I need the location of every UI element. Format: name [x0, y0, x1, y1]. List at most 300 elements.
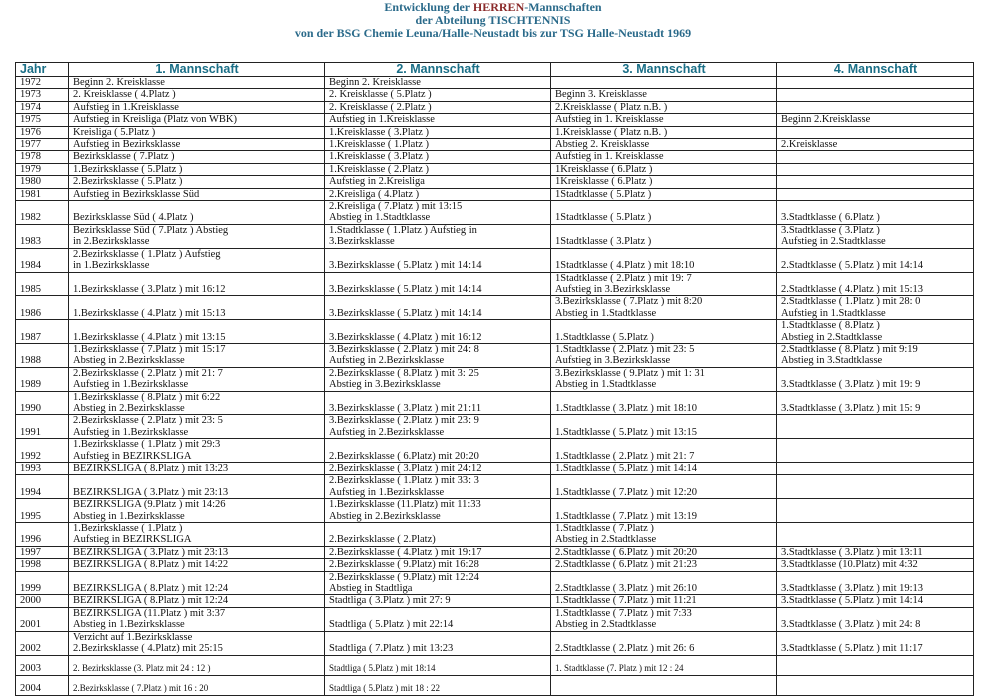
cell-line: 1.Kreisklasse ( 3.Platz ) [329, 151, 430, 163]
table-row [16, 163, 974, 175]
table-row [16, 655, 974, 675]
cell-line: Abstieg in 2.Stadtklasse [555, 619, 657, 631]
table-row [16, 188, 974, 200]
team-4-cell [777, 463, 974, 475]
team-1-cell [69, 151, 325, 163]
cell-line: BEZIRKSLIGA ( 8.Platz ) mit 14:22 [73, 559, 229, 571]
team-2-cell [325, 475, 551, 499]
cell-line: Aufstieg in 1.Stadtklasse [781, 307, 886, 319]
cell-line: 1.Bezirksklasse ( 1.Platz ) [73, 523, 183, 535]
cell-line: Beginn 2. Kreisklasse [73, 77, 165, 88]
cell-line: 1.Stadtklasse ( 5.Platz ) mit 14:14 [555, 463, 698, 474]
team-2-cell [325, 499, 551, 523]
table-row [16, 114, 974, 126]
cell-line: 1Stadtklasse ( 5.Platz ) [555, 212, 652, 224]
year-cell: 2002 [16, 631, 69, 655]
cell-line: 1.Kreisklasse ( 2.Platz ) [329, 163, 430, 175]
cell-line: Stadtliga ( 5.Platz ) mit 22:14 [329, 619, 454, 631]
cell-line: Abstieg in 2.Bezirksklasse [73, 402, 185, 414]
table-row [16, 607, 974, 631]
cell-line: 1Kreisklasse ( 6.Platz ) [555, 176, 653, 188]
cell-line: 1Stadtklasse ( 5.Platz ) [555, 188, 652, 200]
cell-line: 2.Bezirksklasse ( 9.Platz) mit 16:28 [329, 559, 479, 571]
table-row [16, 546, 974, 558]
team-4-cell [777, 89, 974, 101]
title-line-1-suffix: -Mannschaften [524, 0, 602, 14]
year-cell: 2000 [16, 595, 69, 607]
team-3-cell [551, 499, 777, 523]
year-cell: 1995 [16, 499, 69, 523]
year-cell: 2003 [16, 655, 69, 675]
cell-line: 1.Kreisklasse ( 3.Platz ) [329, 126, 430, 138]
cell-line: 1.Stadtklasse ( 3.Platz ) mit 18:10 [555, 402, 698, 414]
team-3-cell [551, 201, 777, 225]
year-cell: 1996 [16, 523, 69, 547]
cell-line: in 1.Bezirksklasse [73, 260, 150, 272]
team-3-cell [551, 89, 777, 101]
team-2-cell [325, 631, 551, 655]
team-2-cell [325, 463, 551, 475]
year-cell: 1975 [16, 114, 69, 126]
cell-line: 2.Stadtklasse ( 2.Platz ) mit 26: 6 [555, 643, 695, 655]
year-cell: 1992 [16, 439, 69, 463]
team-4-cell [777, 523, 974, 547]
cell-line: 1.Stadtklasse ( 1.Platz ) Aufstieg in [329, 224, 477, 236]
team-1-cell [69, 248, 325, 272]
team-1-cell [69, 296, 325, 320]
cell-line: Abstieg in 2.Stadtklasse [781, 331, 883, 343]
cell-line: Abstieg in 1.Bezirksklasse [73, 510, 185, 522]
year-cell: 1980 [16, 176, 69, 188]
team-3-cell [551, 463, 777, 475]
cell-line: 3.Stadtklasse ( 3.Platz ) mit 19: 9 [781, 379, 921, 391]
cell-line: 2.Bezirksklasse ( 7.Platz ) mit 16 : 20 [73, 683, 209, 694]
cell-line: Abstieg in 1.Stadtklasse [555, 379, 657, 391]
header-team-2: 2. Mannschaft [325, 63, 551, 77]
cell-line: Bezirksklasse ( 7.Platz ) [73, 151, 175, 163]
team-3-cell [551, 559, 777, 571]
team-4-cell [777, 201, 974, 225]
team-4-cell [777, 415, 974, 439]
cell-line: Aufstieg in 2.Kreisliga [329, 176, 425, 188]
team-3-cell [551, 631, 777, 655]
team-3-cell [551, 607, 777, 631]
team-2-cell [325, 248, 551, 272]
cell-line: Aufstieg in Bezirksklasse [73, 139, 181, 151]
cell-line: Abstieg in 2.Stadtklasse [555, 534, 657, 546]
cell-line: 2.Bezirksklasse ( 9.Platz) mit 12:24 [329, 571, 479, 583]
cell-line: Abstieg in 3.Bezirksklasse [329, 379, 441, 391]
cell-line: Aufstieg in 2.Bezirksklasse [329, 355, 445, 367]
cell-line: 1.Stadtklasse ( 2.Platz ) mit 21: 7 [555, 450, 695, 462]
year-cell: 1986 [16, 296, 69, 320]
cell-line: 2.Bezirksklasse ( 6.Platz) mit 20:20 [329, 450, 479, 462]
team-3-cell [551, 655, 777, 675]
team-1-cell [69, 559, 325, 571]
year-cell: 1998 [16, 559, 69, 571]
cell-line: Bezirksklasse Süd ( 4.Platz ) [73, 212, 194, 224]
cell-line: BEZIRKSLIGA ( 3.Platz ) mit 23:13 [73, 486, 229, 498]
team-1-cell [69, 463, 325, 475]
cell-line: 2.Bezirksklasse ( 3.Platz ) mit 24:12 [329, 463, 482, 474]
cell-line: Kreisliga ( 5.Platz ) [73, 126, 156, 138]
team-4-cell [777, 224, 974, 248]
year-cell: 1997 [16, 546, 69, 558]
team-3-cell [551, 296, 777, 320]
table-row [16, 248, 974, 272]
cell-line: Aufstieg in 3.Bezirksklasse [555, 283, 671, 295]
year-cell: 1983 [16, 224, 69, 248]
team-4-cell [777, 151, 974, 163]
cell-line: Stadtliga ( 3.Platz ) mit 27: 9 [329, 595, 451, 607]
team-3-cell [551, 320, 777, 344]
team-2-cell [325, 188, 551, 200]
team-3-cell [551, 151, 777, 163]
team-3-cell [551, 546, 777, 558]
table-row [16, 272, 974, 296]
team-2-cell [325, 126, 551, 138]
team-3-cell [551, 248, 777, 272]
team-4-cell [777, 546, 974, 558]
team-2-cell [325, 89, 551, 101]
title-herren: HERREN [472, 0, 525, 14]
team-1-cell [69, 126, 325, 138]
team-4-cell [777, 176, 974, 188]
cell-line: Aufstieg in 2.Bezirksklasse [329, 426, 445, 438]
table-row [16, 151, 974, 163]
team-4-cell [777, 114, 974, 126]
year-cell: 2001 [16, 607, 69, 631]
team-3-cell [551, 675, 777, 695]
team-4-cell [777, 499, 974, 523]
team-4-cell [777, 439, 974, 463]
team-1-cell [69, 272, 325, 296]
year-cell: 1988 [16, 343, 69, 367]
cell-line: 3.Bezirksklasse ( 5.Platz ) mit 14:14 [329, 260, 482, 272]
cell-line: 2.Stadtklasse ( 6.Platz ) mit 21:23 [555, 559, 698, 571]
table-row [16, 296, 974, 320]
team-4-cell [777, 475, 974, 499]
cell-line: Aufstieg in 1.Kreisklasse [73, 101, 179, 113]
cell-line: Aufstieg in 1. Kreisklasse [555, 114, 664, 126]
cell-line: 1.Stadtklasse ( 7.Platz ) [555, 523, 654, 535]
team-1-cell [69, 415, 325, 439]
year-cell: 1993 [16, 463, 69, 475]
cell-line: 1.Bezirksklasse ( 4.Platz ) mit 15:13 [73, 307, 226, 319]
team-2-cell [325, 367, 551, 391]
table-row [16, 224, 974, 248]
team-3-cell [551, 391, 777, 415]
team-3-cell [551, 343, 777, 367]
team-1-cell [69, 595, 325, 607]
team-2-cell [325, 343, 551, 367]
cell-line: 2.Bezirksklasse ( 8.Platz ) mit 3: 25 [329, 367, 479, 379]
cell-line: Beginn 3. Kreisklasse [555, 89, 647, 101]
cell-line: 1.Bezirksklasse ( 7.Platz ) mit 15:17 [73, 343, 226, 355]
team-2-cell [325, 439, 551, 463]
team-3-cell [551, 126, 777, 138]
cell-line: Abstieg 2. Kreisklasse [555, 139, 650, 151]
cell-line: 1. Stadtklasse (7. Platz ) mit 12 : 24 [555, 663, 684, 674]
cell-line: 1.Stadtklasse ( 8.Platz ) [781, 320, 880, 332]
cell-line: 3.Stadtklasse ( 3.Platz ) mit 13:11 [781, 546, 923, 558]
team-2-cell [325, 176, 551, 188]
team-1-cell [69, 188, 325, 200]
cell-line: 2.Stadtklasse ( 1.Platz ) mit 28: 0 [781, 296, 921, 308]
team-2-cell [325, 77, 551, 89]
table-row [16, 139, 974, 151]
cell-line: 2. Bezirksklasse (3. Platz mit 24 : 12 ) [73, 663, 211, 674]
year-cell: 1973 [16, 89, 69, 101]
team-1-cell [69, 343, 325, 367]
team-4-cell [777, 188, 974, 200]
cell-line: in 2.Bezirksklasse [73, 236, 150, 248]
cell-line: 1.Kreisklasse ( 1.Platz ) [329, 139, 430, 151]
team-4-cell [777, 571, 974, 595]
cell-line: 3.Bezirksklasse ( 5.Platz ) mit 14:14 [329, 307, 482, 319]
team-1-cell [69, 439, 325, 463]
team-3-cell [551, 475, 777, 499]
cell-line: Aufstieg in BEZIRKSLIGA [73, 534, 192, 546]
cell-line: Abstieg in 2.Bezirksklasse [329, 510, 441, 522]
cell-line: 3.Stadtklasse ( 3.Platz ) mit 24: 8 [781, 619, 921, 631]
team-3-cell [551, 415, 777, 439]
cell-line: Aufstieg in 1.Bezirksklasse [73, 426, 189, 438]
cell-line: Aufstieg in 1.Kreisklasse [329, 114, 435, 126]
year-cell: 1985 [16, 272, 69, 296]
team-1-cell [69, 176, 325, 188]
header-team-3: 3. Mannschaft [551, 63, 777, 77]
team-4-cell [777, 367, 974, 391]
cell-line: Aufstieg in BEZIRKSLIGA [73, 450, 192, 462]
year-cell: 1982 [16, 201, 69, 225]
cell-line: Abstieg in 3.Stadtklasse [781, 355, 883, 367]
team-3-cell [551, 272, 777, 296]
team-1-cell [69, 77, 325, 89]
table-row [16, 89, 974, 101]
cell-line: Aufstieg in 1.Bezirksklasse [329, 486, 445, 498]
cell-line: Stadtliga ( 5.Platz ) mit 18 : 22 [329, 683, 440, 694]
cell-line: 1.Stadtklasse ( 2.Platz ) mit 23: 5 [555, 343, 695, 355]
table-row [16, 475, 974, 499]
team-1-cell [69, 499, 325, 523]
cell-line: 3.Bezirksklasse ( 3.Platz ) mit 21:11 [329, 402, 482, 414]
table-row [16, 523, 974, 547]
team-4-cell [777, 320, 974, 344]
cell-line: BEZIRKSLIGA ( 8.Platz ) mit 12:24 [73, 583, 229, 595]
cell-line: 2.Bezirksklasse ( 4.Platz) mit 25:15 [73, 643, 223, 655]
cell-line: Aufstieg in Bezirksklasse Süd [73, 188, 200, 200]
team-2-cell [325, 151, 551, 163]
team-2-cell [325, 296, 551, 320]
cell-line: Abstieg in Stadtliga [329, 583, 413, 595]
team-3-cell [551, 571, 777, 595]
cell-line: Aufstieg in Kreisliga (Platz von WBK) [73, 114, 237, 126]
cell-line: 3.Bezirksklasse ( 5.Platz ) mit 14:14 [329, 283, 482, 295]
cell-line: Abstieg in 1.Bezirksklasse [73, 619, 185, 631]
team-1-cell [69, 475, 325, 499]
table-row [16, 201, 974, 225]
table-row [16, 101, 974, 113]
cell-line: 3.Bezirksklasse ( 2.Platz ) mit 24: 8 [329, 343, 479, 355]
year-cell: 1976 [16, 126, 69, 138]
history-table [15, 62, 974, 696]
team-4-cell [777, 595, 974, 607]
cell-line: Stadtliga ( 7.Platz ) mit 13:23 [329, 643, 454, 655]
table-row [16, 499, 974, 523]
cell-line: 2. Kreisklasse ( 4.Platz ) [73, 89, 176, 101]
team-2-cell [325, 272, 551, 296]
cell-line: Aufstieg in 1.Bezirksklasse [73, 379, 189, 391]
team-2-cell [325, 559, 551, 571]
cell-line: 3.Stadtklasse ( 3.Platz ) [781, 224, 880, 236]
team-4-cell [777, 675, 974, 695]
team-1-cell [69, 523, 325, 547]
year-cell: 2004 [16, 675, 69, 695]
team-4-cell [777, 248, 974, 272]
cell-line: BEZIRKSLIGA (9.Platz ) mit 14:26 [73, 499, 226, 511]
team-2-cell [325, 675, 551, 695]
cell-line: 1.Bezirksklasse ( 4.Platz ) mit 13:15 [73, 331, 226, 343]
header-team-1: 1. Mannschaft [69, 63, 325, 77]
team-4-cell [777, 559, 974, 571]
team-4-cell [777, 77, 974, 89]
team-3-cell [551, 114, 777, 126]
cell-line: 2. Kreisklasse ( 2.Platz ) [329, 101, 432, 113]
team-3-cell [551, 188, 777, 200]
team-4-cell [777, 655, 974, 675]
team-1-cell [69, 367, 325, 391]
team-2-cell [325, 163, 551, 175]
cell-line: 2.Stadtklasse ( 8.Platz ) mit 9:19 [781, 343, 918, 355]
cell-line: BEZIRKSLIGA (11.Platz ) mit 3:37 [73, 607, 226, 619]
title-line-3: von der BSG Chemie Leuna/Halle-Neustadt bis zur TSG Halle-Neustadt 1969 [294, 26, 692, 40]
cell-line: 2.Stadtklasse ( 4.Platz ) mit 15:13 [781, 283, 924, 295]
cell-line: Beginn 2.Kreisklasse [781, 114, 871, 126]
cell-line: 2.Stadtklasse ( 6.Platz ) mit 20:20 [555, 546, 698, 558]
cell-line: 2.Bezirksklasse ( 5.Platz ) [73, 176, 183, 188]
cell-line: BEZIRKSLIGA ( 8.Platz ) mit 13:23 [73, 463, 229, 474]
table-row [16, 176, 974, 188]
team-4-cell [777, 272, 974, 296]
cell-line: 2.Kreisklasse ( Platz n.B. ) [555, 101, 668, 113]
team-1-cell [69, 89, 325, 101]
cell-line: Verzicht auf 1.Bezirksklasse [73, 631, 193, 643]
year-cell: 1981 [16, 188, 69, 200]
cell-line: 1Kreisklasse ( 6.Platz ) [555, 163, 653, 175]
cell-line: 2. Kreisklasse ( 5.Platz ) [329, 89, 432, 101]
cell-line: 2.Stadtklasse ( 5.Platz ) mit 14:14 [781, 260, 924, 272]
team-1-cell [69, 546, 325, 558]
cell-line: 1Stadtklasse ( 4.Platz ) mit 18:10 [555, 260, 695, 272]
team-4-cell [777, 296, 974, 320]
cell-line: 3.Bezirksklasse [329, 236, 395, 248]
year-cell: 1991 [16, 415, 69, 439]
header-team-4: 4. Mannschaft [777, 63, 974, 77]
team-1-cell [69, 655, 325, 675]
table-row [16, 571, 974, 595]
cell-line: 2.Kreisklasse [781, 139, 838, 151]
team-1-cell [69, 571, 325, 595]
table-row [16, 126, 974, 138]
year-cell: 1978 [16, 151, 69, 163]
team-4-cell [777, 101, 974, 113]
year-cell: 1994 [16, 475, 69, 499]
team-2-cell [325, 224, 551, 248]
cell-line: 3.Bezirksklasse ( 9.Platz ) mit 1: 31 [555, 367, 705, 379]
team-1-cell [69, 320, 325, 344]
cell-line: Abstieg in 2.Bezirksklasse [73, 355, 185, 367]
team-4-cell [777, 631, 974, 655]
table-row [16, 439, 974, 463]
team-2-cell [325, 523, 551, 547]
cell-line: 1.Bezirksklasse ( 8.Platz ) mit 6:22 [73, 391, 221, 403]
team-2-cell [325, 320, 551, 344]
cell-line: Abstieg in 1.Stadtklasse [329, 212, 431, 224]
cell-line: 1.Bezirksklasse ( 3.Platz ) mit 16:12 [73, 283, 226, 295]
team-2-cell [325, 571, 551, 595]
cell-line: 1Stadtklasse ( 3.Platz ) [555, 236, 652, 248]
cell-line: 3.Stadtklasse (10.Platz) mit 4:32 [781, 559, 918, 571]
title-line-1-prefix: Entwicklung der [384, 0, 473, 14]
table-row [16, 77, 974, 89]
team-1-cell [69, 201, 325, 225]
team-4-cell [777, 343, 974, 367]
year-cell: 1972 [16, 77, 69, 89]
team-1-cell [69, 101, 325, 113]
cell-line: 2.Bezirksklasse ( 4.Platz ) mit 19:17 [329, 546, 482, 558]
cell-line: Abstieg in 1.Stadtklasse [555, 307, 657, 319]
table-row [16, 415, 974, 439]
year-cell: 1990 [16, 391, 69, 415]
cell-line: Aufstieg in 3.Bezirksklasse [555, 355, 671, 367]
team-2-cell [325, 391, 551, 415]
table-header-row [16, 63, 974, 77]
year-cell: 1989 [16, 367, 69, 391]
cell-line: 1.Bezirksklasse ( 5.Platz ) [73, 163, 183, 175]
year-cell: 1999 [16, 571, 69, 595]
table-row [16, 391, 974, 415]
cell-line: Stadtliga ( 5.Platz ) mit 18:14 [329, 663, 436, 674]
team-2-cell [325, 139, 551, 151]
team-4-cell [777, 391, 974, 415]
cell-line: 1.Kreisklasse ( Platz n.B. ) [555, 126, 668, 138]
cell-line: 3.Stadtklasse ( 6.Platz ) [781, 212, 880, 224]
team-3-cell [551, 439, 777, 463]
cell-line: 1.Bezirksklasse (11.Platz) mit 11:33 [329, 499, 481, 511]
cell-line: 3.Stadtklasse ( 5.Platz ) mit 14:14 [781, 595, 924, 607]
team-3-cell [551, 367, 777, 391]
cell-line: 3.Stadtklasse ( 3.Platz ) mit 19:13 [781, 583, 924, 595]
cell-line: Bezirksklasse Süd ( 7.Platz ) Abstieg [73, 224, 229, 236]
team-3-cell [551, 163, 777, 175]
team-2-cell [325, 415, 551, 439]
team-4-cell [777, 139, 974, 151]
table-row [16, 463, 974, 475]
table-row [16, 367, 974, 391]
team-2-cell [325, 114, 551, 126]
cell-line: 2.Bezirksklasse ( 2.Platz ) mit 23: 5 [73, 415, 223, 427]
team-1-cell [69, 224, 325, 248]
team-2-cell [325, 546, 551, 558]
team-2-cell [325, 201, 551, 225]
team-1-cell [69, 114, 325, 126]
year-cell: 1979 [16, 163, 69, 175]
title-line-2: der Abteilung TISCHTENNIS [415, 13, 571, 27]
cell-line: 3.Bezirksklasse ( 4.Platz ) mit 16:12 [329, 331, 482, 343]
table-row [16, 675, 974, 695]
team-2-cell [325, 101, 551, 113]
